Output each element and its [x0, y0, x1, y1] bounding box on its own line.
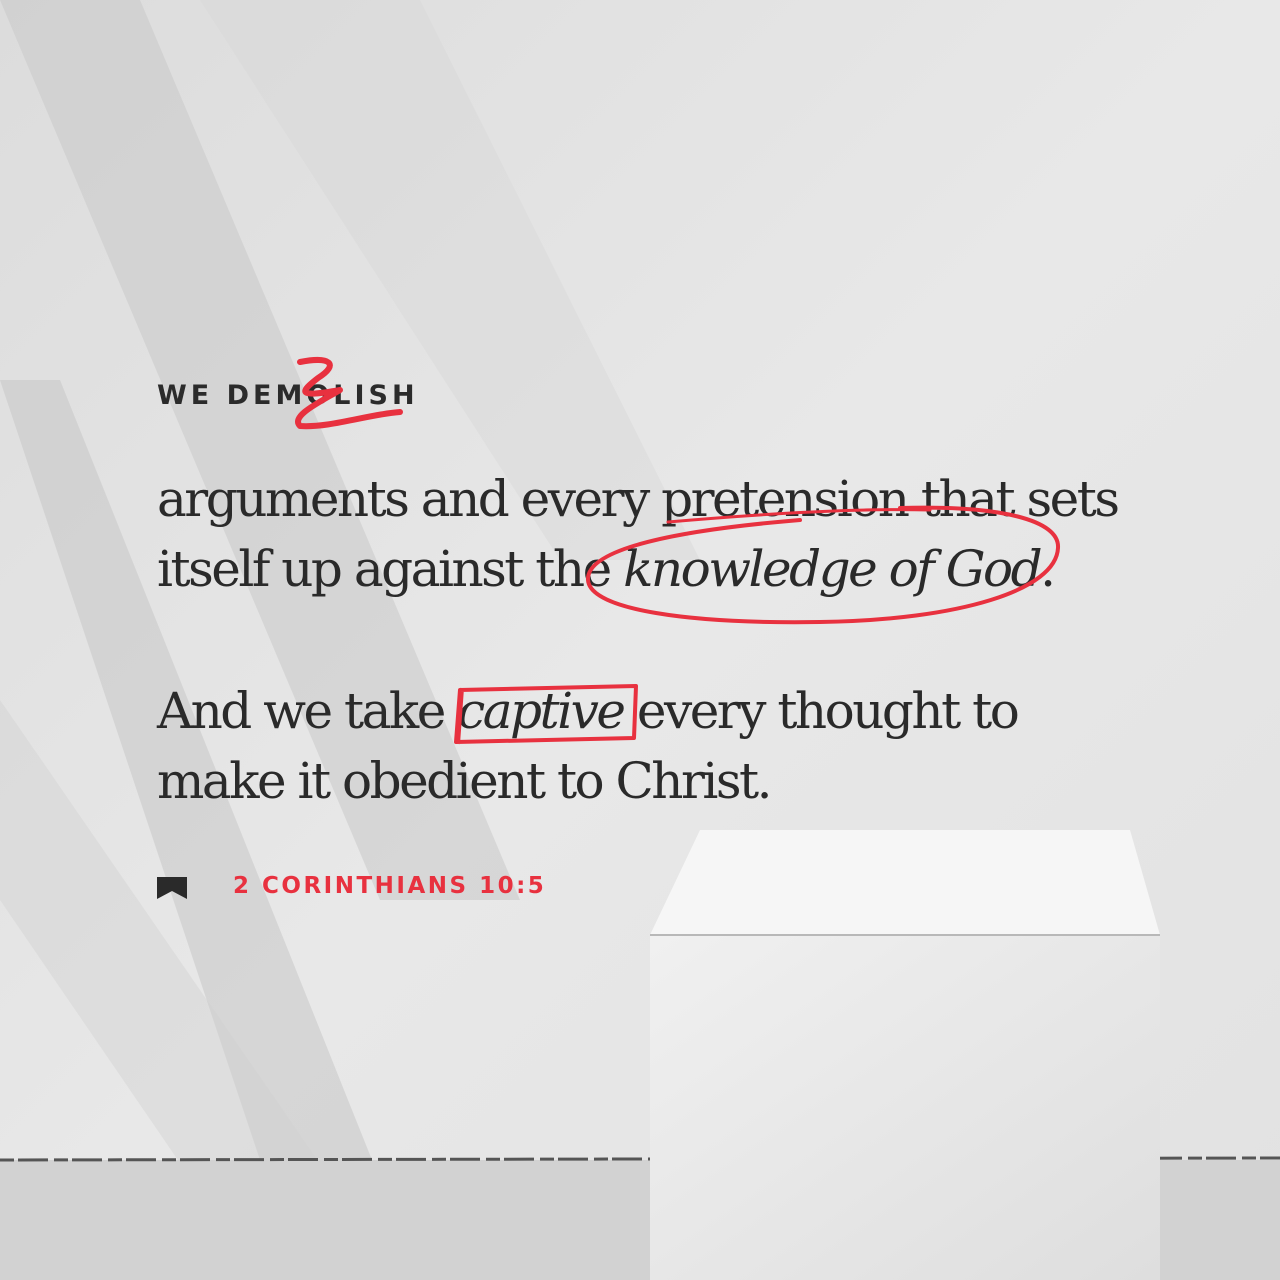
bookmark-icon [157, 877, 187, 899]
verse-text: And we take [157, 682, 444, 740]
verse-line: make it obedient to Christ. [157, 752, 771, 810]
verse-text: every thought to [636, 682, 1018, 740]
verse-part-2 [157, 676, 1157, 816]
kicker-heading: WE DEMOLISH [157, 380, 419, 411]
verse-line [157, 534, 1157, 604]
verse-line [157, 676, 1157, 746]
emphasis-captive: captive [457, 682, 624, 740]
verse-line: arguments and every pretension that sets [157, 470, 1118, 528]
plinth-front [650, 935, 1160, 1280]
verse-text: itself up against the [157, 540, 610, 598]
emphasis-knowledge-of-god: knowledge of God [623, 540, 1041, 598]
verse-part-1 [157, 464, 1157, 604]
scripture-reference: 2 CORINTHIANS 10:5 [233, 873, 547, 899]
verse-text: . [1040, 540, 1054, 598]
plinth-top [650, 830, 1160, 935]
